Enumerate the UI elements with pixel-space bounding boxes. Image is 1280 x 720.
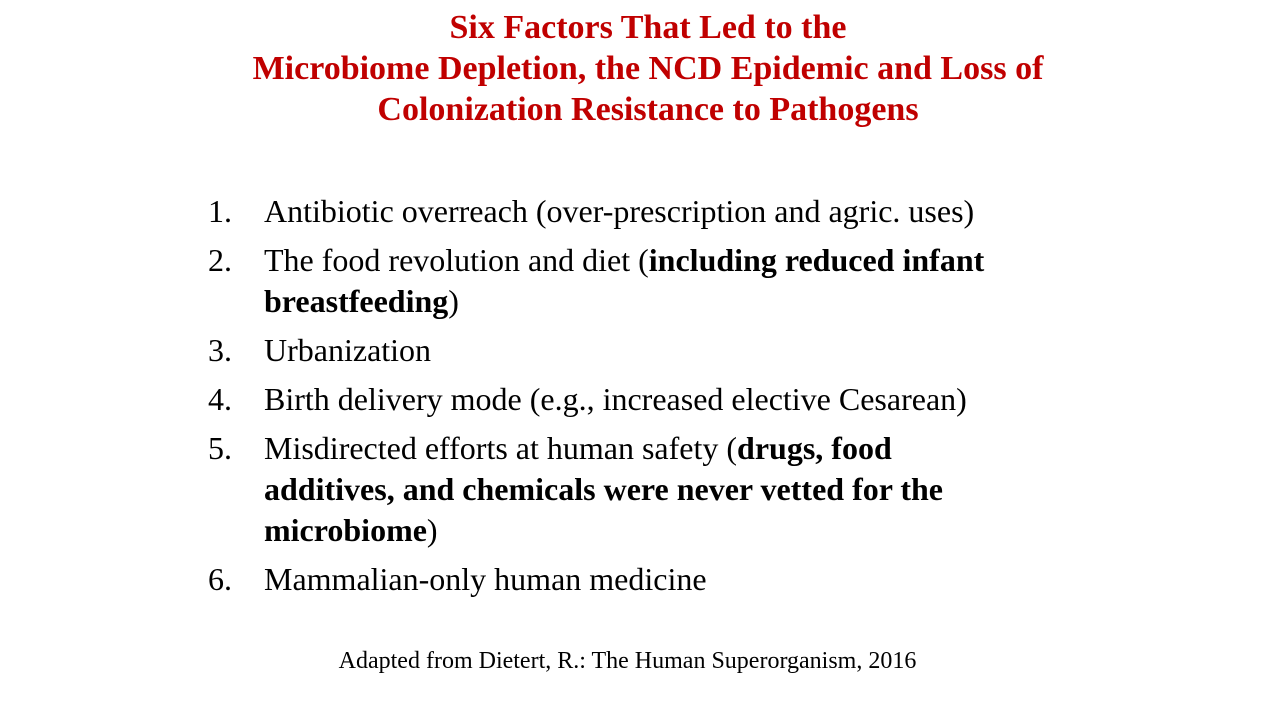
- factor-item: [200, 379, 1160, 420]
- factor-item: [200, 330, 1160, 371]
- factor-item: [200, 559, 1160, 600]
- citation: Adapted from Dietert, R.: The Human Superorganism, 2016: [338, 648, 917, 674]
- factor-number: 2.: [208, 242, 232, 278]
- factor-number: 6.: [208, 561, 232, 597]
- factor-text: Mammalian-only human medicine: [264, 561, 707, 597]
- factor-text: Birth delivery mode (e.g., increased elective Cesarean): [264, 381, 967, 417]
- factor-number: 3.: [208, 332, 232, 368]
- factor-text-line: [264, 559, 1160, 600]
- factor-number: 5.: [208, 430, 232, 466]
- factor-text-line: [264, 428, 1160, 469]
- factor-text-line: [264, 510, 1160, 551]
- factor-text: Antibiotic overreach (over-prescription and agric. uses): [264, 193, 975, 229]
- factor-item: [200, 191, 1160, 232]
- title-line: Microbiome Depletion, the NCD Epidemic and Loss of: [252, 50, 1044, 87]
- factor-number: 1.: [208, 193, 232, 229]
- factor-emphasis-text: microbiome: [264, 512, 427, 548]
- slide-title: [100, 7, 1196, 130]
- factor-text-line: [264, 191, 1160, 232]
- factor-item: [200, 428, 1160, 551]
- title-line: Six Factors That Led to the: [449, 9, 847, 46]
- factor-text: The food revolution and diet (: [264, 242, 649, 278]
- factor-item: [200, 240, 1160, 322]
- factor-text-line: [264, 240, 1160, 281]
- factor-text-line: [264, 281, 1160, 322]
- factor-emphasis-text: drugs, food: [737, 430, 892, 466]
- factor-emphasis-text: additives, and chemicals were never vetted for the: [264, 471, 943, 507]
- title-line: Colonization Resistance to Pathogens: [377, 91, 919, 128]
- factor-number: 4.: [208, 381, 232, 417]
- factor-text: Misdirected efforts at human safety (: [264, 430, 738, 466]
- factor-emphasis-text: breastfeeding: [264, 283, 449, 319]
- factor-text-line: [264, 330, 1160, 371]
- factor-text-line: [264, 379, 1160, 420]
- factor-list: [200, 191, 1160, 608]
- factor-text: Urbanization: [264, 332, 432, 368]
- factor-text-line: [264, 469, 1160, 510]
- factor-emphasis-text: including reduced infant: [648, 242, 985, 278]
- factor-text: ): [426, 512, 438, 548]
- factor-text: ): [448, 283, 459, 319]
